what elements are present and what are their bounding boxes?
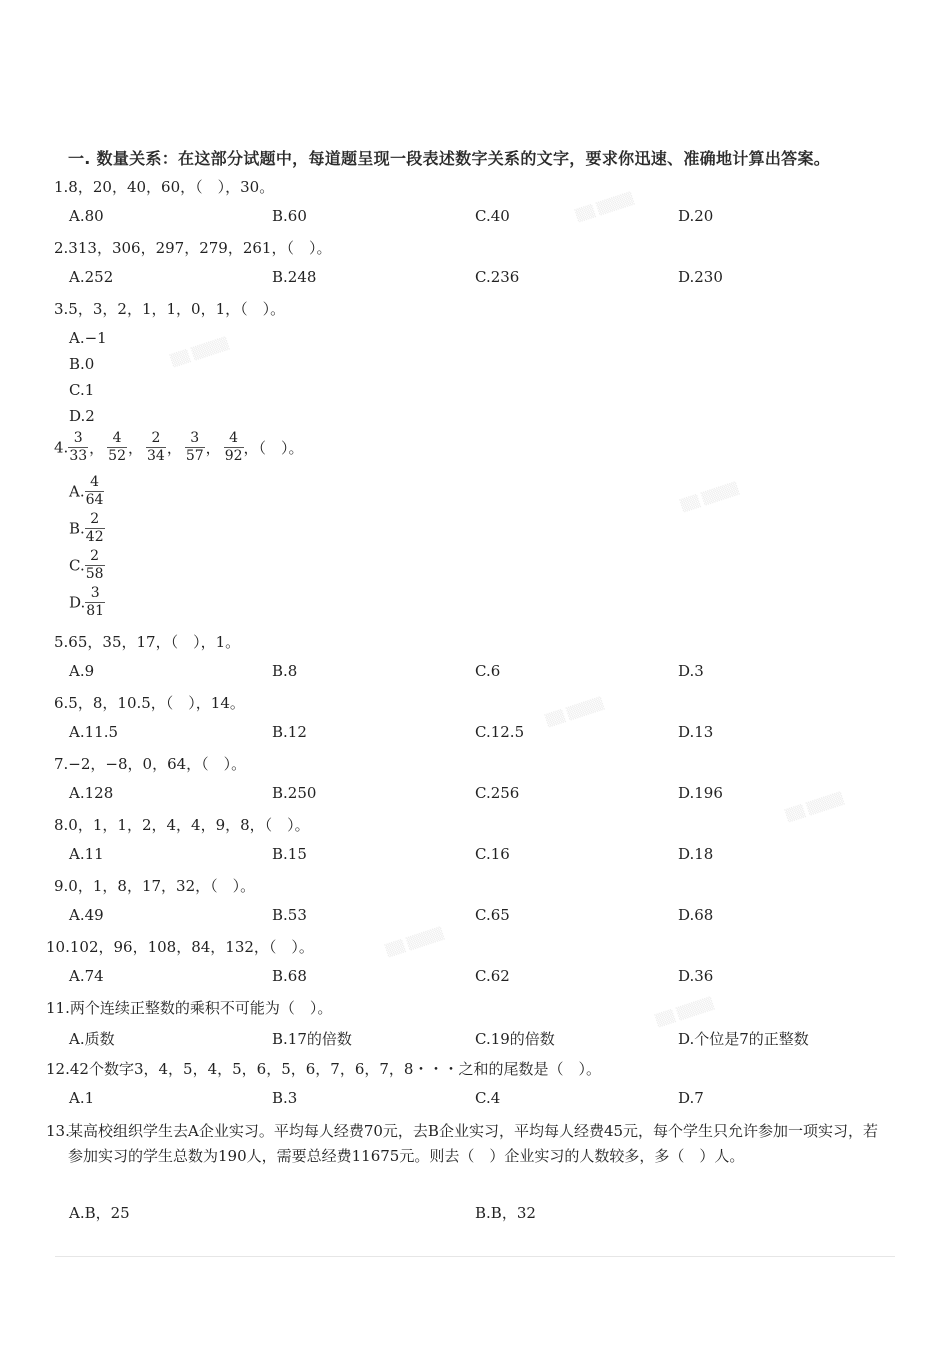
watermark: ▒▒ ▒▒▒▒ — [169, 336, 230, 368]
q13-option-a: A.B，25 — [69, 1204, 130, 1222]
q3-option-d: D.2 — [69, 407, 95, 425]
q4-tail: ，（ ）。 — [243, 439, 304, 457]
q1-option-d: D.20 — [678, 207, 714, 225]
q4-option-b: B. $\frac{2}{42}$ — [69, 511, 104, 545]
question-3: 3.5，3，2，1，1，0，1，（ ）。 — [54, 300, 286, 318]
question-9: 9.0，1，8，17，32，（ ）。 — [54, 877, 256, 895]
q1-option-a: A.80 — [69, 207, 104, 225]
q9-option-a: A.49 — [69, 906, 104, 924]
watermark: ▒▒ ▒▒▒▒ — [679, 481, 740, 513]
q3-option-c: C.1 — [69, 381, 95, 399]
q7-option-a: A.128 — [69, 784, 114, 802]
q4-fraction: $\frac{3}{33}$ — [69, 430, 88, 464]
q4-fraction: $\frac{4}{52}$ — [108, 430, 126, 464]
q8-option-b: B.15 — [272, 845, 307, 863]
question-10: 10.102，96，108，84，132，（ ）。 — [46, 938, 314, 956]
question-5: 5.65，35，17，（ ），1。 — [54, 633, 241, 651]
q5-option-c: C.6 — [475, 662, 501, 680]
q10-option-d: D.36 — [678, 967, 714, 985]
question-8: 8.0，1，1，2，4，4，9，8，（ ）。 — [54, 816, 310, 834]
q1-option-b: B.60 — [272, 207, 307, 225]
q12-option-c: C.4 — [475, 1089, 501, 1107]
question-7: 7.−2，−8，0，64，（ ）。 — [54, 755, 247, 773]
q2-option-d: D.230 — [678, 268, 723, 286]
q9-option-d: D.68 — [678, 906, 714, 924]
q6-option-d: D.13 — [678, 723, 714, 741]
q4-number: 4. — [54, 438, 69, 457]
q9-option-b: B.53 — [272, 906, 307, 924]
q8-option-c: C.16 — [475, 845, 510, 863]
q12-option-b: B.3 — [272, 1089, 298, 1107]
q4-option-d: D. $\frac{3}{81}$ — [69, 585, 105, 619]
watermark: ▒▒ ▒▒▒▒ — [784, 791, 845, 823]
q8-option-d: D.18 — [678, 845, 714, 863]
q1-option-c: C.40 — [475, 207, 510, 225]
q3-option-a: A.−1 — [69, 329, 107, 347]
q2-option-c: C.236 — [475, 268, 520, 286]
q8-option-a: A.11 — [69, 845, 104, 863]
q11-option-d: D.个位是7的正整数 — [678, 1030, 809, 1048]
q4-fraction: $\frac{2}{34}$ — [147, 430, 165, 464]
watermark: ▒▒ ▒▒▒▒ — [574, 191, 635, 223]
section-title: 一. 数量关系：在这部分试题中，每道题呈现一段表述数字关系的文字，要求你迅速、准确地计算出答案。 — [68, 149, 831, 168]
q6-option-b: B.12 — [272, 723, 307, 741]
q11-option-b: B.17的倍数 — [272, 1030, 352, 1048]
q5-option-a: A.9 — [69, 662, 95, 680]
q12-option-d: D.7 — [678, 1089, 704, 1107]
q10-option-b: B.68 — [272, 967, 307, 985]
q4-option-c: C. $\frac{2}{58}$ — [69, 548, 104, 582]
q4-fraction: $\frac{4}{92}$ — [224, 430, 243, 464]
question-4: 4. $\frac{3}{33}$ ， $\frac{4}{52}$ ， $\frac{2}{34}$ ， $\frac{3}{57}$ ， $\frac{4}{92}$ ，（ ）。 — [54, 430, 304, 464]
q7-option-d: D.196 — [678, 784, 723, 802]
question-2: 2.313，306，297，279，261，（ ）。 — [54, 239, 332, 257]
q5-option-d: D.3 — [678, 662, 704, 680]
q13-option-b: B.B，32 — [475, 1204, 536, 1222]
q4-fraction: $\frac{3}{57}$ — [185, 430, 204, 464]
q11-option-a: A.质数 — [69, 1030, 115, 1048]
question-11: 11.两个连续正整数的乘积不可能为（ ）。 — [46, 999, 333, 1017]
q9-option-c: C.65 — [475, 906, 510, 924]
question-1: 1.8，20，40，60，（ ），30。 — [54, 178, 275, 196]
q13-number: 13. — [46, 1122, 70, 1140]
q2-option-b: B.248 — [272, 268, 317, 286]
q3-option-b: B.0 — [69, 355, 95, 373]
watermark: ▒▒ ▒▒▒▒ — [384, 926, 445, 958]
q13-text: 某高校组织学生去A企业实习。平均每人经费70元，去B企业实习，平均每人经费45元，每个学生只允许参加一项实习，若参加实习的学生总数为190人，需要总经费11675元。则去（ ）企业实习的人数较多，多（ ）人。 — [68, 1122, 879, 1165]
q11-option-c: C.19的倍数 — [475, 1030, 555, 1048]
page-divider — [55, 1256, 895, 1257]
q6-option-a: A.11.5 — [69, 723, 118, 741]
q12-option-a: A.1 — [69, 1089, 95, 1107]
q5-option-b: B.8 — [272, 662, 298, 680]
q4-option-a: A. $\frac{4}{64}$ — [69, 474, 104, 508]
watermark: ▒▒ ▒▒▒▒ — [654, 996, 715, 1028]
watermark: ▒▒ ▒▒▒▒ — [544, 696, 605, 728]
q6-option-c: C.12.5 — [475, 723, 525, 741]
q2-option-a: A.252 — [69, 268, 114, 286]
question-6: 6.5，8，10.5，（ ），14。 — [54, 694, 245, 712]
q10-option-a: A.74 — [69, 967, 104, 985]
q10-option-c: C.62 — [475, 967, 510, 985]
question-13 — [46, 1119, 886, 1169]
q7-option-b: B.250 — [272, 784, 317, 802]
question-12: 12.42个数字3，4，5，4，5，6，5，6，7，6，7，8・・・之和的尾数是（ ）。 — [46, 1060, 601, 1078]
q7-option-c: C.256 — [475, 784, 520, 802]
